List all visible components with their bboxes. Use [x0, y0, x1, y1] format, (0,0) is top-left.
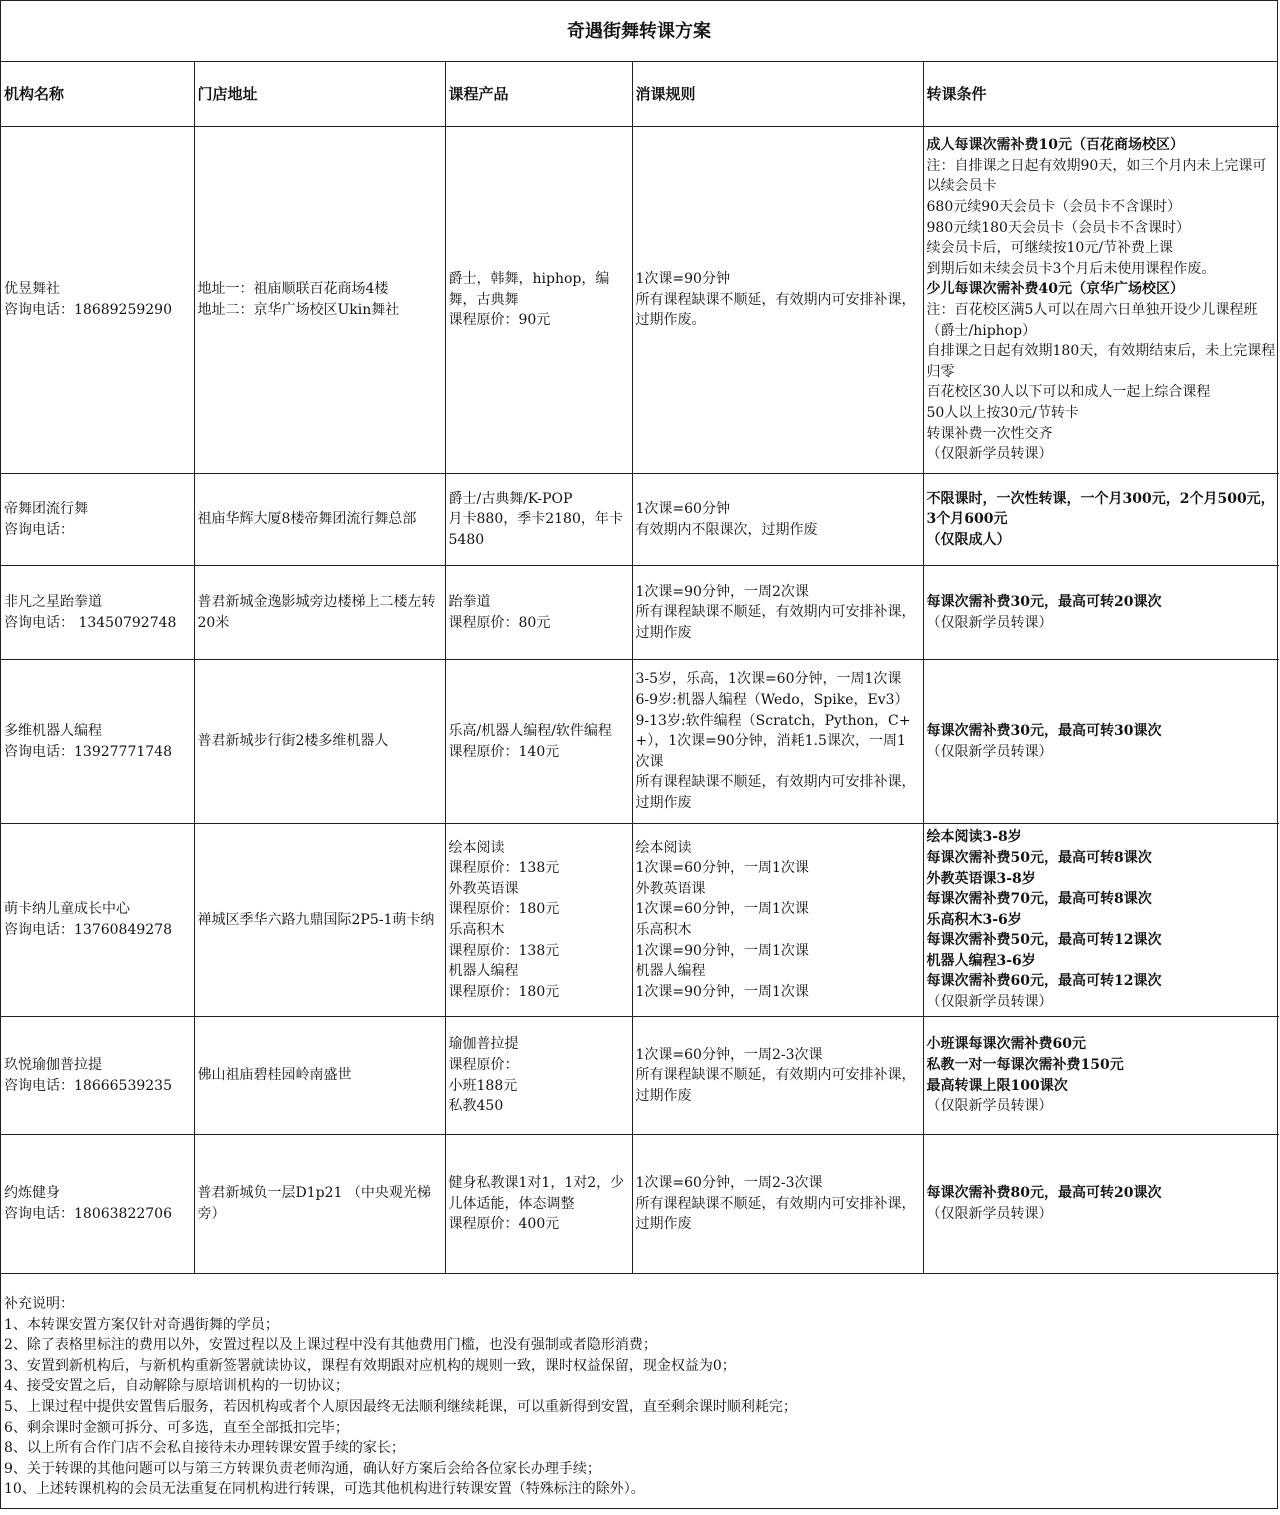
condition-line: （仅限成人） — [926, 531, 1011, 548]
cell-rule — [632, 127, 923, 474]
cell-product — [445, 824, 632, 1017]
product-line: 小班188元 — [448, 1077, 518, 1094]
condition-line: （仅限新学员转课） — [926, 1206, 1053, 1222]
condition-line: （仅限新学员转课） — [926, 1098, 1053, 1115]
cell-address — [194, 824, 445, 1017]
note-line: 9、关于转课的其他问题可以与第三方转课负责老师沟通，确认好方案后会给各位家长办理手续； — [4, 1460, 601, 1477]
condition-line: 成人每课次需补费10元（百花商场校区） — [926, 137, 1184, 154]
condition-line: 每课次需补费80元，最高可转20课次 — [926, 1185, 1162, 1202]
product-line: 课程原价： — [448, 1056, 519, 1073]
cell-condition — [923, 660, 1279, 824]
note-line: 3、安置到新机构后，与新机构重新签署就读协议，课程有效期跟对应机构的规则一致，课时权益保留，现金权益为0； — [4, 1357, 736, 1374]
cell-rule — [632, 566, 923, 660]
condition-line: 680元续90天会员卡（会员卡不含课时） — [926, 199, 1182, 216]
rule-line: 外教英语课 — [635, 880, 706, 897]
header-product: 课程产品 — [445, 62, 632, 127]
condition-line: 每课次需补费30元，最高可转30课次 — [926, 722, 1162, 739]
rule-line: 1次课=60分钟 — [635, 500, 730, 517]
cell-name — [1, 1135, 194, 1274]
cell-address — [194, 1017, 445, 1135]
table-row — [1, 1135, 1279, 1274]
product-line: 课程原价：90元 — [448, 312, 551, 329]
address-line: 普君新城金逸影城旁边楼梯上二楼左转20米 — [197, 593, 436, 631]
cell-condition — [923, 1135, 1279, 1274]
name-line: 萌卡纳儿童成长中心 — [4, 901, 130, 918]
rule-line: 1次课=90分钟，一周2次课 — [635, 583, 809, 600]
product-line: 跆拳道 — [448, 593, 491, 610]
condition-line: 自排课之日起有效期180天，有效期结束后，未上完课程归零 — [926, 343, 1276, 380]
rule-line: 所有课程缺课不顺延，有效期内可安排补课，过期作废 — [635, 774, 916, 811]
table-row — [1, 127, 1279, 474]
condition-line: 980元续180天会员卡（会员卡不含课时） — [926, 219, 1190, 236]
name-line: 咨询电话：18666539235 — [4, 1077, 172, 1094]
rule-line: 1次课=60分钟，一周2-3次课 — [635, 1175, 823, 1192]
product-line: 私教450 — [448, 1098, 504, 1115]
condition-line: （仅限新学员转课） — [926, 994, 1053, 1011]
cell-condition — [923, 474, 1279, 566]
table-body — [1, 127, 1279, 1274]
product-line: 瑜伽普拉提 — [448, 1036, 519, 1053]
rule-line: 1次课=90分钟 — [635, 271, 730, 288]
address-line: 普君新城负一层D1p21 （中央观光梯旁） — [197, 1185, 431, 1222]
cell-rule — [632, 474, 923, 566]
address-line: 禅城区季华六路九鼎国际2P5-1萌卡纳 — [197, 911, 435, 928]
rule-line: 9-13岁:软件编程（Scratch，Python，C++），1次课=90分钟，消耗1.5课次，一周1次课 — [635, 712, 911, 770]
product-line: 乐高/机器人编程/软件编程 — [448, 722, 612, 739]
transfer-table — [1, 62, 1279, 1274]
name-line: 咨询电话：13760849278 — [4, 922, 172, 938]
note-line: 4、接受安置之后，自动解除与原培训机构的一切协议； — [4, 1378, 349, 1395]
rule-line: 乐高积木 — [635, 922, 692, 938]
name-line: 非凡之星跆拳道 — [4, 593, 102, 610]
condition-line: 外教英语课3-8岁 — [926, 870, 1036, 887]
product-line: 课程原价：180元 — [448, 983, 560, 1000]
product-line: 课程原价：140元 — [448, 743, 560, 760]
condition-line: 50人以上按30元/节转卡 — [926, 404, 1079, 421]
cell-address — [194, 127, 445, 474]
condition-line: 注：百花校区满5人可以在周六日单独开设少儿课程班（爵士/hiphop） — [926, 302, 1258, 339]
name-line: 咨询电话：18063822706 — [4, 1206, 172, 1222]
header-address: 门店地址 — [194, 62, 445, 127]
product-line: 乐高积木 — [448, 922, 505, 938]
rule-line: 所有课程缺课不顺延，有效期内可安排补课，过期作废 — [635, 1067, 916, 1104]
cell-rule — [632, 1017, 923, 1135]
cell-name — [1, 1017, 194, 1135]
cell-rule — [632, 1135, 923, 1274]
note-line: 6、剩余课时金额可拆分、可多选，直至全部抵扣完毕； — [4, 1419, 349, 1436]
condition-line: 每课次需补费50元，最高可转8课次 — [926, 849, 1152, 866]
condition-line: 机器人编程3-6岁 — [926, 952, 1036, 969]
product-line: 爵士/古典舞/K-POP — [448, 490, 573, 507]
header-rule: 消课规则 — [632, 62, 923, 127]
note-line: 2、除了表格里标注的费用以外，安置过程以及上课过程中没有其他费用门槛，也没有强制或者隐形消费； — [4, 1337, 657, 1354]
product-line: 外教英语课 — [448, 880, 519, 897]
condition-line: （仅限新学员转课） — [926, 446, 1053, 463]
cell-address — [194, 1135, 445, 1274]
condition-line: 注：自排课之日起有效期90天，如三个月内未上完课可以续会员卡 — [926, 157, 1267, 195]
product-line: 健身私教课1对1，1对2，少儿体适能，体态调整 — [448, 1175, 625, 1212]
condition-line: 每课次需补费50元，最高可转12课次 — [926, 932, 1162, 949]
product-line: 课程原价：80元 — [448, 614, 551, 631]
cell-condition — [923, 1017, 1279, 1135]
header-name: 机构名称 — [1, 62, 194, 127]
condition-line: 乐高积木3-6岁 — [926, 911, 1022, 928]
condition-line: 不限课时，一次性转课，一个月300元，2个月500元，3个月600元 — [926, 490, 1275, 528]
cell-product — [445, 474, 632, 566]
rule-line: 1次课=60分钟，一周1次课 — [635, 860, 809, 877]
name-line: 帝舞团流行舞 — [4, 500, 88, 517]
name-line: 咨询电话：18689259290 — [4, 302, 172, 318]
product-line: 爵士，韩舞，hiphop，编舞，古典舞 — [448, 271, 610, 308]
header-row — [1, 62, 1279, 127]
condition-line: 转课补费一次性交齐 — [926, 425, 1053, 442]
product-line: 月卡880，季卡2180，年卡5480 — [448, 511, 623, 548]
table-row — [1, 660, 1279, 824]
note-line: 5、上课过程中提供安置售后服务，若因机构或者个人原因最终无法顺利继续耗课，可以重新得到安置，直至剩余课时顺利耗完； — [4, 1398, 797, 1415]
rule-line: 所有课程缺课不顺延，有效期内可安排补课，过期作废 — [635, 1195, 916, 1233]
cell-address — [194, 660, 445, 824]
note-line: 补充说明： — [4, 1296, 74, 1312]
cell-name — [1, 566, 194, 660]
page-title: 奇遇街舞转课方案 — [1, 1, 1277, 62]
condition-line: 少儿每课次需补费40元（京华广场校区） — [926, 281, 1184, 298]
name-line: 多维机器人编程 — [4, 722, 102, 739]
condition-line: 每课次需补费70元，最高可转8课次 — [926, 891, 1152, 908]
cell-rule — [632, 824, 923, 1017]
cell-condition — [923, 127, 1279, 474]
supplementary-notes — [1, 1274, 1277, 1508]
address-line: 佛山祖庙碧桂园岭南盛世 — [197, 1067, 352, 1084]
cell-product — [445, 1135, 632, 1274]
address-line: 普君新城步行街2楼多维机器人 — [197, 733, 389, 750]
product-line: 课程原价：138元 — [448, 860, 560, 877]
rule-line: 所有课程缺课不顺延，有效期内可安排补课，过期作废。 — [635, 291, 916, 329]
cell-address — [194, 474, 445, 566]
condition-line: 最高转课上限100课次 — [926, 1077, 1068, 1094]
address-line: 地址一：祖庙顺联百花商场4楼 — [197, 281, 389, 298]
cell-product — [445, 566, 632, 660]
cell-name — [1, 474, 194, 566]
address-line: 祖庙华辉大厦8楼帝舞团流行舞总部 — [197, 511, 417, 528]
cell-condition — [923, 824, 1279, 1017]
condition-line: 续会员卡后，可继续按10元/节补费上课 — [926, 240, 1174, 257]
rule-line: 1次课=60分钟，一周1次课 — [635, 901, 809, 918]
product-line: 课程原价：180元 — [448, 901, 560, 918]
product-line: 课程原价：400元 — [448, 1216, 560, 1233]
rule-line: 1次课=90分钟，一周1次课 — [635, 942, 809, 959]
name-line: 咨询电话：13927771748 — [4, 743, 172, 760]
note-line: 8、以上所有合作门店不会私自接待未办理转课安置手续的家长； — [4, 1440, 405, 1457]
condition-line: 私教一对一每课次需补费150元 — [926, 1056, 1124, 1073]
cell-name — [1, 127, 194, 474]
table-row — [1, 566, 1279, 660]
product-line: 绘本阅读 — [448, 839, 505, 856]
product-line: 机器人编程 — [448, 963, 519, 980]
condition-line: 百花校区30人以下可以和成人一起上综合课程 — [926, 384, 1211, 401]
table-row — [1, 1017, 1279, 1135]
table-row — [1, 474, 1279, 566]
rule-line: 有效期内不限课次，过期作废 — [635, 521, 818, 538]
table-row — [1, 824, 1279, 1017]
cell-name — [1, 824, 194, 1017]
rule-line: 6-9岁:机器人编程（Wedo，Spike，Ev3） — [635, 692, 909, 709]
rule-line: 机器人编程 — [635, 963, 706, 980]
rule-line: 3-5岁，乐高，1次课=60分钟，一周1次课 — [635, 671, 902, 688]
condition-line: （仅限新学员转课） — [926, 614, 1053, 631]
condition-line: 绘本阅读3-8岁 — [926, 829, 1022, 846]
condition-line: 小班课每课次需补费60元 — [926, 1036, 1086, 1053]
name-line: 约炼健身 — [4, 1185, 60, 1202]
address-line: 地址二：京华广场校区Ukin舞社 — [197, 302, 400, 318]
rule-line: 1次课=60分钟，一周2-3次课 — [635, 1046, 823, 1063]
note-line: 1、本转课安置方案仅针对奇遇街舞的学员； — [4, 1316, 279, 1333]
rule-line: 所有课程缺课不顺延，有效期内可安排补课，过期作废 — [635, 604, 916, 641]
product-line: 课程原价：138元 — [448, 942, 560, 959]
condition-line: 到期后如未续会员卡3个月后未使用课程作废。 — [926, 260, 1216, 277]
name-line: 咨询电话： 13450792748 — [4, 614, 177, 631]
name-line: 优昱舞社 — [4, 281, 60, 298]
name-line: 咨询电话： — [4, 521, 74, 538]
name-line: 玖悦瑜伽普拉提 — [4, 1056, 102, 1073]
rule-line: 1次课=90分钟，一周1次课 — [635, 983, 809, 1000]
cell-condition — [923, 566, 1279, 660]
condition-line: 每课次需补费30元，最高可转20课次 — [926, 593, 1162, 610]
cell-product — [445, 1017, 632, 1135]
condition-line: （仅限新学员转课） — [926, 743, 1053, 760]
rule-line: 绘本阅读 — [635, 839, 692, 856]
cell-product — [445, 660, 632, 824]
condition-line: 每课次需补费60元，最高可转12课次 — [926, 973, 1162, 990]
cell-name — [1, 660, 194, 824]
cell-product — [445, 127, 632, 474]
header-condition: 转课条件 — [923, 62, 1279, 127]
cell-rule — [632, 660, 923, 824]
cell-address — [194, 566, 445, 660]
note-line: 10、上述转课机构的会员无法重复在同机构进行转课，可选其他机构进行转课安置（特殊标注的除外）。 — [4, 1481, 645, 1498]
